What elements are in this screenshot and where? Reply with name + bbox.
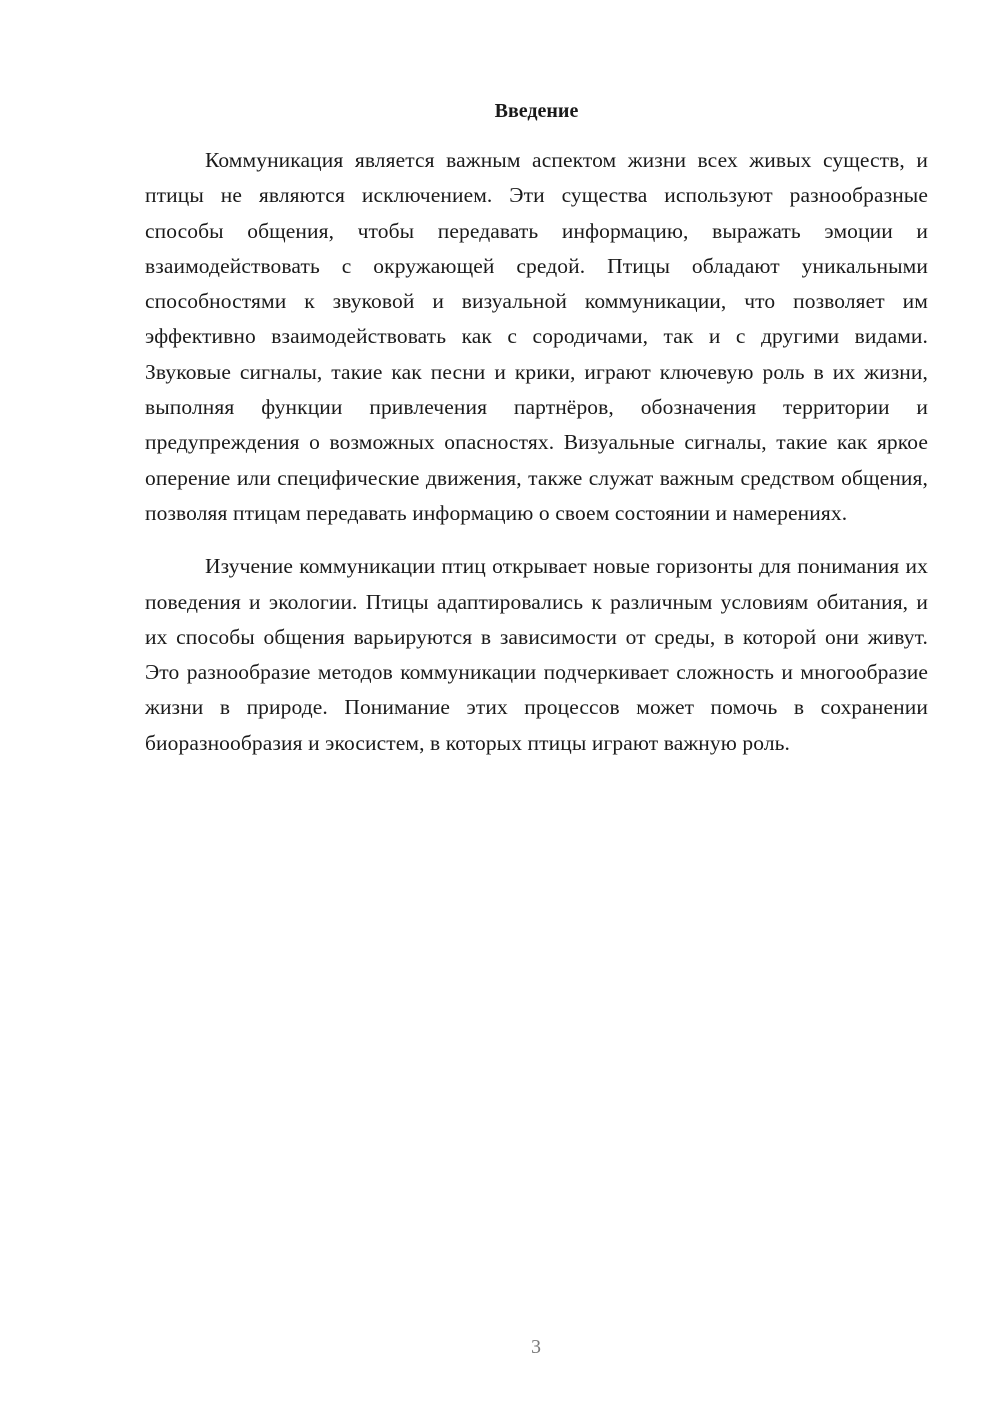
paragraph-1: Коммуникация является важным аспектом жизни всех живых существ, и птицы не являются исключением. Эти существа используют разнообразные способы общения, чтобы передавать информацию, выражать эмоции и взаимодействовать с окружающей средой. Птицы обладают уникальными способностями к звуковой и визуальной коммуникации, что позволяет им эффективно взаимодействовать как с сородичами, так и с другими видами. Звуковые сигналы, такие как песни и крики, играют ключевую роль в их жизни, выполняя функции привлечения партнёров, обозначения территории и предупреждения о возможных опасностях. Визуальные сигналы, такие как яркое оперение или специфические движения, также служат важным средством общения, позволяя птицам передавать информацию о своем состоянии и намерениях. [145,148,928,525]
paragraph-2: Изучение коммуникации птиц открывает новые горизонты для понимания их поведения и экологии. Птицы адаптировались к различным условиям обитания, и их способы общения варьируются в зависимости от среды, в которой они живут. Это разнообразие методов коммуникации подчеркивает сложность и многообразие жизни в природе. Понимание этих процессов может помочь в сохранении биоразнообразия и экосистем, в которых птицы играют важную роль. [145,554,928,755]
page-number: 3 [531,1336,541,1358]
body-text [145,143,928,761]
section-title: Введение [494,100,579,122]
